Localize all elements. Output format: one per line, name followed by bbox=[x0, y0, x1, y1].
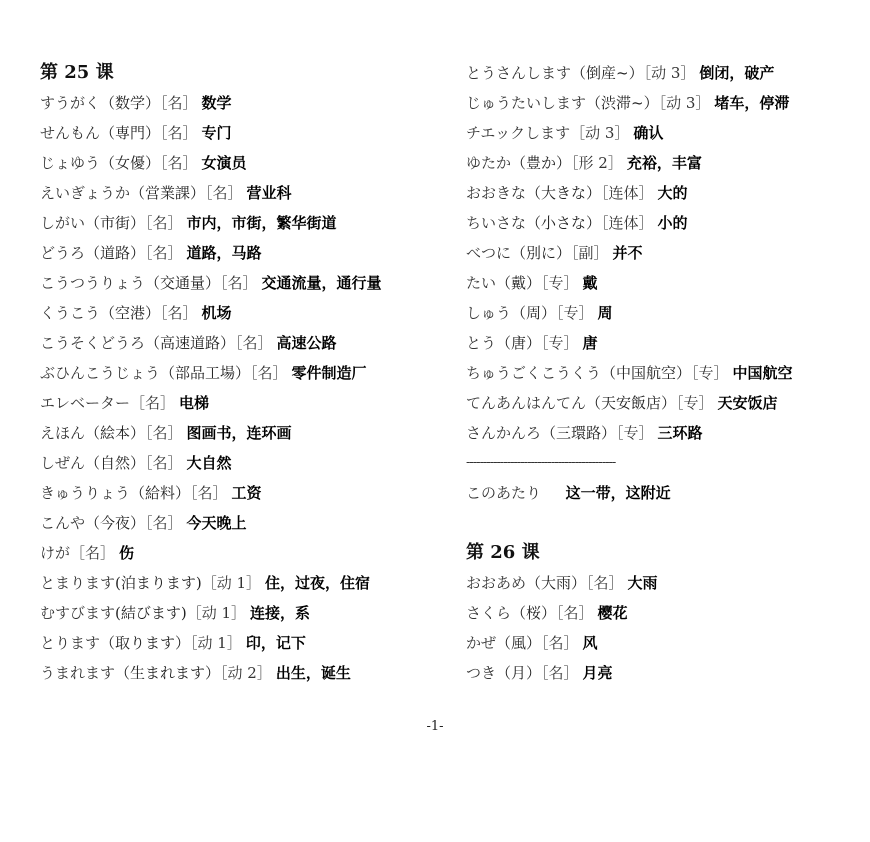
lesson-26-heading: 第 26 课 bbox=[466, 542, 540, 563]
vocab-part-of-speech: ［动 1］ bbox=[186, 604, 247, 622]
vocab-kana: てんあんはんてん bbox=[466, 394, 587, 412]
vocab-kanji: （大きな） bbox=[526, 184, 602, 202]
vocab-part-of-speech: ［名］ bbox=[556, 604, 594, 622]
vocab-meaning: 印，记下 bbox=[245, 634, 306, 652]
phrase-entry bbox=[466, 478, 866, 508]
vocab-entry bbox=[466, 568, 866, 598]
lesson-26-entry-list bbox=[466, 568, 866, 688]
vocab-part-of-speech: ［名］ bbox=[190, 484, 228, 502]
vocab-meaning: 大雨 bbox=[627, 574, 658, 592]
vocab-entry bbox=[40, 568, 440, 598]
vocab-kanji: （絵本） bbox=[85, 424, 146, 442]
vocab-meaning: 机场 bbox=[201, 304, 232, 322]
vocab-kanji: （別に） bbox=[511, 244, 572, 262]
vocab-kana: ちいさな bbox=[466, 214, 527, 232]
vocab-part-of-speech: ［名］ bbox=[541, 634, 579, 652]
vocab-entry bbox=[466, 268, 866, 298]
vocab-kana: えほん bbox=[40, 424, 86, 442]
vocab-part-of-speech: ［名］ bbox=[205, 184, 243, 202]
vocab-entry bbox=[40, 298, 440, 328]
vocab-kana: べつに bbox=[466, 244, 512, 262]
vocab-kana: とう bbox=[466, 334, 497, 352]
vocab-entry bbox=[466, 598, 866, 628]
vocab-part-of-speech: ［名］ bbox=[70, 544, 116, 562]
vocab-part-of-speech: ［专］ bbox=[691, 364, 729, 382]
vocab-entry bbox=[466, 358, 866, 388]
vocab-meaning: 并不 bbox=[612, 244, 643, 262]
vocab-kana: しがい bbox=[40, 214, 86, 232]
vocab-kana: とまります bbox=[40, 574, 116, 592]
vocab-meaning: 小的 bbox=[657, 214, 688, 232]
vocab-part-of-speech: ［副］ bbox=[571, 244, 609, 262]
vocab-kana: うまれます bbox=[40, 664, 116, 682]
vocab-meaning: 樱花 bbox=[597, 604, 628, 622]
vocab-kanji: （倒産~） bbox=[571, 64, 644, 82]
vocab-kana: さくら bbox=[466, 604, 512, 622]
vocab-part-of-speech: ［名］ bbox=[145, 454, 183, 472]
vocab-meaning: 电梯 bbox=[179, 394, 210, 412]
vocab-part-of-speech: ［名］ bbox=[220, 274, 258, 292]
vocab-meaning: 数学 bbox=[201, 94, 232, 112]
vocab-kanji: （高速道路） bbox=[145, 334, 236, 352]
vocab-kanji: (結びます) bbox=[115, 604, 187, 622]
vocab-meaning: 中国航空 bbox=[732, 364, 793, 382]
vocab-kana: どうろ bbox=[40, 244, 86, 262]
vocab-kana: すうがく bbox=[40, 94, 101, 112]
vocab-meaning: 道路，马路 bbox=[186, 244, 262, 262]
vocab-entry bbox=[466, 148, 866, 178]
vocab-part-of-speech: ［名］ bbox=[145, 514, 183, 532]
vocab-part-of-speech: ［名］ bbox=[235, 334, 273, 352]
vocab-meaning: 周 bbox=[597, 304, 613, 322]
vocab-kana: こうそくどうろ bbox=[40, 334, 146, 352]
vocab-entry bbox=[40, 118, 440, 148]
vocab-part-of-speech: ［名］ bbox=[145, 214, 183, 232]
vocab-meaning: 三环路 bbox=[657, 424, 703, 442]
vocab-kana: しゅう bbox=[466, 304, 512, 322]
vocab-part-of-speech: ［名］ bbox=[160, 94, 198, 112]
vocab-meaning: 充裕，丰富 bbox=[626, 154, 702, 172]
vocab-kanji: （中国航空） bbox=[601, 364, 692, 382]
vocab-entry bbox=[466, 628, 866, 658]
vocab-kanji: （渋滞~） bbox=[586, 94, 659, 112]
vocab-kana: こんや bbox=[40, 514, 86, 532]
vocab-kanji: （三環路） bbox=[541, 424, 617, 442]
vocab-entry bbox=[466, 388, 866, 418]
vocab-kana: えいぎょうか bbox=[40, 184, 131, 202]
spacer bbox=[466, 508, 866, 538]
vocab-kanji: （部品工場） bbox=[160, 364, 251, 382]
vocab-entry bbox=[40, 658, 440, 688]
vocab-entry bbox=[40, 598, 440, 628]
vocab-part-of-speech: ［名］ bbox=[160, 304, 198, 322]
vocab-part-of-speech: ［专］ bbox=[541, 334, 579, 352]
vocab-entry bbox=[40, 538, 440, 568]
vocab-entry bbox=[466, 58, 866, 88]
vocab-entry bbox=[40, 328, 440, 358]
vocab-meaning: 倒闭，破产 bbox=[699, 64, 775, 82]
vocab-kanji: （生まれます） bbox=[115, 664, 221, 682]
vocab-part-of-speech: ［名］ bbox=[145, 424, 183, 442]
vocab-kanji: （風） bbox=[496, 634, 542, 652]
vocab-meaning: 伤 bbox=[119, 544, 135, 562]
vocab-meaning: 月亮 bbox=[582, 664, 613, 682]
vocab-part-of-speech: ［连体］ bbox=[601, 214, 654, 232]
vocab-meaning: 高速公路 bbox=[276, 334, 337, 352]
vocab-part-of-speech: ［连体］ bbox=[601, 184, 654, 202]
vocab-kanji: （交通量） bbox=[145, 274, 221, 292]
vocab-kana: つき bbox=[466, 664, 497, 682]
vocab-kanji: （今夜） bbox=[85, 514, 146, 532]
vocab-part-of-speech: ［名］ bbox=[130, 394, 176, 412]
vocab-part-of-speech: ［动 1］ bbox=[201, 574, 262, 592]
vocab-part-of-speech: ［名］ bbox=[145, 244, 183, 262]
vocab-kana: さんかんろ bbox=[466, 424, 542, 442]
vocab-meaning: 营业科 bbox=[246, 184, 292, 202]
vocab-kana: せんもん bbox=[40, 124, 101, 142]
vocab-kanji: （戴） bbox=[496, 274, 542, 292]
lesson-25-entry-list-continued bbox=[466, 58, 866, 448]
vocab-kana: かぜ bbox=[466, 634, 497, 652]
vocab-kana: おおあめ bbox=[466, 574, 527, 592]
vocab-meaning: 专门 bbox=[201, 124, 232, 142]
vocab-part-of-speech: ［名］ bbox=[541, 664, 579, 682]
vocab-entry bbox=[40, 148, 440, 178]
vocab-meaning: 今天晚上 bbox=[186, 514, 247, 532]
vocab-kana: おおきな bbox=[466, 184, 527, 202]
vocab-kana: とうさんします bbox=[466, 64, 572, 82]
vocab-entry bbox=[40, 388, 440, 418]
vocab-kanji: （女優） bbox=[100, 154, 161, 172]
vocab-entry bbox=[40, 418, 440, 448]
vocab-entry bbox=[40, 508, 440, 538]
vocab-kanji: （専門） bbox=[100, 124, 161, 142]
vocab-part-of-speech: ［动 2］ bbox=[220, 664, 272, 682]
vocab-kana: エレベーター bbox=[40, 394, 131, 412]
vocab-meaning: 天安饭店 bbox=[717, 394, 778, 412]
vocab-meaning: 连接，系 bbox=[250, 604, 311, 622]
vocab-meaning: 住，过夜，住宿 bbox=[265, 574, 371, 592]
vocab-meaning: 图画书，连环画 bbox=[186, 424, 292, 442]
left-column bbox=[40, 58, 440, 688]
vocab-meaning: 大的 bbox=[657, 184, 688, 202]
vocab-kana: きゅうりょう bbox=[40, 484, 131, 502]
vocab-kanji: （営業課） bbox=[130, 184, 206, 202]
vocab-kanji: （市街） bbox=[85, 214, 146, 232]
vocab-kana: ぶひんこうじょう bbox=[40, 364, 161, 382]
vocab-entry bbox=[40, 478, 440, 508]
vocab-part-of-speech: ［动 1］ bbox=[190, 634, 242, 652]
vocab-kana: こうつうりょう bbox=[40, 274, 146, 292]
vocab-kana: チエックします bbox=[466, 124, 571, 142]
vocab-kana: くうこう bbox=[40, 304, 101, 322]
vocab-part-of-speech: ［动 3］ bbox=[643, 64, 696, 82]
vocab-part-of-speech: ［专］ bbox=[541, 274, 579, 292]
lesson-25-entry-list bbox=[40, 88, 440, 688]
vocab-kana: しぜん bbox=[40, 454, 86, 472]
vocab-entry bbox=[466, 328, 866, 358]
vocab-meaning: 女演员 bbox=[201, 154, 247, 172]
vocab-kanji: （大雨） bbox=[526, 574, 587, 592]
vocab-kanji: （小さな） bbox=[526, 214, 602, 232]
vocab-entry bbox=[40, 628, 440, 658]
vocab-entry bbox=[466, 208, 866, 238]
vocab-meaning: 零件制造厂 bbox=[291, 364, 367, 382]
vocab-part-of-speech: ［动 3］ bbox=[570, 124, 630, 142]
vocab-meaning: 出生，诞生 bbox=[275, 664, 351, 682]
vocab-entry bbox=[466, 658, 866, 688]
right-column bbox=[466, 58, 866, 688]
vocab-kana: とります bbox=[40, 634, 101, 652]
vocab-kana: ゆたか bbox=[466, 154, 512, 172]
vocab-entry bbox=[40, 208, 440, 238]
vocab-entry bbox=[466, 298, 866, 328]
vocab-part-of-speech: ［专］ bbox=[616, 424, 654, 442]
vocab-entry bbox=[40, 268, 440, 298]
vocab-kanji: （月） bbox=[496, 664, 542, 682]
vocab-part-of-speech: ［名］ bbox=[160, 154, 198, 172]
vocab-meaning: 唐 bbox=[582, 334, 598, 352]
vocab-meaning: 工资 bbox=[231, 484, 262, 502]
vocab-kana: じゅうたいします bbox=[466, 94, 587, 112]
vocab-part-of-speech: ［专］ bbox=[676, 394, 714, 412]
vocab-kanji: （唐） bbox=[496, 334, 542, 352]
vocab-kana: けが bbox=[40, 544, 71, 562]
vocab-meaning: 交通流量，通行量 bbox=[261, 274, 382, 292]
phrase-kana: このあたり bbox=[466, 484, 542, 502]
vocab-kanji: (泊まります) bbox=[115, 574, 202, 592]
vocab-entry bbox=[466, 118, 866, 148]
vocab-part-of-speech: ［形 2］ bbox=[571, 154, 623, 172]
vocab-entry bbox=[40, 238, 440, 268]
vocab-entry bbox=[466, 418, 866, 448]
vocab-meaning: 大自然 bbox=[186, 454, 232, 472]
vocab-entry bbox=[40, 178, 440, 208]
vocab-kana: じょゆう bbox=[40, 154, 101, 172]
section-divider: -------------------------------------------- bbox=[466, 455, 616, 470]
vocab-kana: むすびます bbox=[40, 604, 116, 622]
vocab-entry bbox=[466, 238, 866, 268]
vocab-meaning: 风 bbox=[582, 634, 598, 652]
vocab-kanji: （自然） bbox=[85, 454, 146, 472]
vocab-meaning: 戴 bbox=[582, 274, 598, 292]
vocab-meaning: 确认 bbox=[633, 124, 664, 142]
vocab-kanji: （豊か） bbox=[511, 154, 572, 172]
vocab-part-of-speech: ［名］ bbox=[160, 124, 198, 142]
vocab-meaning: 市内，市街，繁华街道 bbox=[186, 214, 337, 232]
vocab-kanji: （数学） bbox=[100, 94, 161, 112]
vocab-kanji: （天安飯店） bbox=[586, 394, 677, 412]
vocab-entry bbox=[466, 88, 866, 118]
vocab-kanji: （周） bbox=[511, 304, 557, 322]
vocab-entry bbox=[466, 178, 866, 208]
vocab-kana: ちゅうごくこうくう bbox=[466, 364, 602, 382]
vocab-part-of-speech: ［名］ bbox=[586, 574, 624, 592]
phrase-meaning: 这一带，这附近 bbox=[565, 484, 671, 502]
vocab-kanji: （道路） bbox=[85, 244, 146, 262]
vocab-entry bbox=[40, 448, 440, 478]
vocab-kanji: （桜） bbox=[511, 604, 557, 622]
lesson-25-heading: 第 25 课 bbox=[40, 62, 114, 83]
vocab-kanji: （給料） bbox=[130, 484, 191, 502]
vocab-part-of-speech: ［专］ bbox=[556, 304, 594, 322]
vocab-part-of-speech: ［动 3］ bbox=[658, 94, 711, 112]
vocab-entry bbox=[40, 358, 440, 388]
vocab-meaning: 堵车，停滞 bbox=[714, 94, 790, 112]
vocab-part-of-speech: ［名］ bbox=[250, 364, 288, 382]
vocab-kanji: （空港） bbox=[100, 304, 161, 322]
page-number: -1- bbox=[426, 719, 444, 734]
vocab-kanji: （取ります） bbox=[100, 634, 191, 652]
vocab-kana: たい bbox=[466, 274, 497, 292]
vocab-entry bbox=[40, 88, 440, 118]
